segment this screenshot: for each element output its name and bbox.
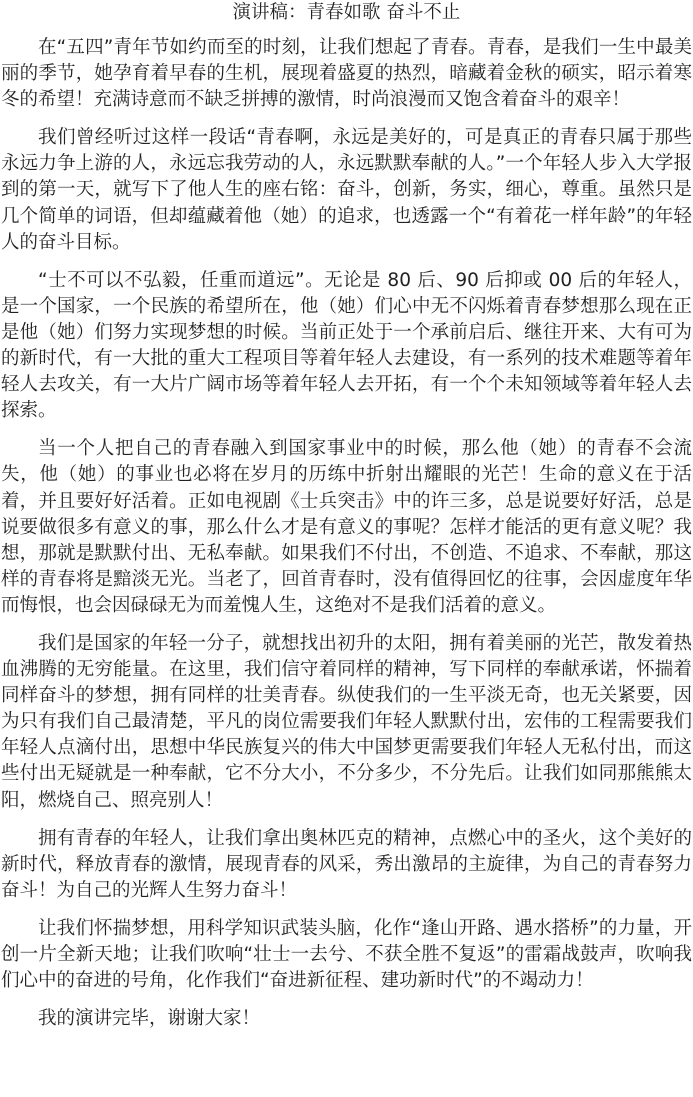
paragraph-2: 我们曾经听过这样一段话“青春啊，永远是美好的，可是真正的青春只属于那些永远力争上游的人，永远忘我劳动的人，永远默默奉献的人。”一个年轻人步入大学报到的第一天，就写下了他人生的座右铭：奋斗，创新，务实，细心，尊重。虽然只是几个简单的词语，但却蕴藏着他（她）的追求，也透露一个“有着花一样年龄”的年轻人的奋斗目标。 xyxy=(1,127,692,253)
paragraph-7: 让我们怀揣梦想，用科学知识武装头脑，化作“逢山开路、遇水搭桥”的力量，开创一片全新天地；让我们吹响“壮士一去兮、不获全胜不复返”的雷霜战鼓声，吹响我们心中的奋进的号角，化作我们“奋进新征程、建功新时代”的不竭动力！ xyxy=(1,917,692,992)
paragraph-8-closing: 我的演讲完毕，谢谢大家！ xyxy=(38,1008,261,1030)
paragraph-6: 拥有青春的年轻人，让我们拿出奥林匹克的精神，点燃心中的圣火，这个美好的新时代，释放青春的激情，展现青春的风采，秀出激昂的主旋律，为自己的青春努力奋斗！为自己的光辉人生努力奋斗！ xyxy=(1,827,692,901)
paragraph-5: 我们是国家的年轻一分子，就想找出初升的太阳，拥有着美丽的光芒，散发着热血沸腾的无穷能量。在这里，我们信守着同样的精神，写下同样的奉献承诺，怀揣着同样奋斗的梦想，拥有同样的壮美青春。纵使我们的一生平淡无奇，也无关紧要，因为只有我们自己最清楚，平凡的岗位需要我们年轻人默默付出，宏伟的工程需要我们年轻人点滴付出，思想中华民族复兴的伟大中国梦更需要我们年轻人无私付出，而这些付出无疑就是一种奉献，它不分大小，不分多少，不分先后。让我们如同那熊熊太阳，燃烧自己、照亮别人！ xyxy=(1,632,692,811)
paragraph-4: 当一个人把自己的青春融入到国家事业中的时候，那么他（她）的青春不会流失，他（她）的事业也必将在岁月的历练中折射出耀眼的光芒！生命的意义在于活着，并且要好好活着。正如电视剧《士兵突击》中的许三多，总是说要好好活，总是说要做很多有意义的事，那么什么才是有意义的事呢？怎样才能活的更有意义呢？我想，那就是默默付出、无私奉献。如果我们不付出，不创造、不追求、不奉献，那这样的青春将是黯淡无光。当老了，回首青春时，没有值得回忆的往事，会因虚度年华而悔恨，也会因碌碌无为而羞愧人生，这绝对不是我们活着的意义。 xyxy=(1,438,692,616)
paragraph-1: 在“五四”青年节如约而至的时刻，让我们想起了青春。青春，是我们一生中最美丽的季节，她孕育着早春的生机，展现着盛夏的热烈，暗藏着金秋的硕实，昭示着寒冬的希望！充满诗意而不缺乏拼搏的激情，时尚浪漫而又饱含着奋斗的艰辛！ xyxy=(1,37,692,111)
document-title: 演讲稿：青春如歌 奋斗不止 xyxy=(232,2,461,23)
paragraph-3: “士不可以不弘毅，任重而道远”。无论是 80 后、90 后抑或 00 后的年轻人，是一个国家，一个民族的希望所在，他（她）们心中无不闪烁着青春梦想那么现在正是他（她）们努力实现梦想的时候。当前正处于一个承前启后、继往开来、大有可为的新时代，有一大批的重大工程项目等着年轻人去建设，有一系列的技术难题等着年轻人去攻关，有一大片广阔市场等着年轻人去开拓，有一个个未知领域等着年轻人去探索。 xyxy=(1,269,692,422)
